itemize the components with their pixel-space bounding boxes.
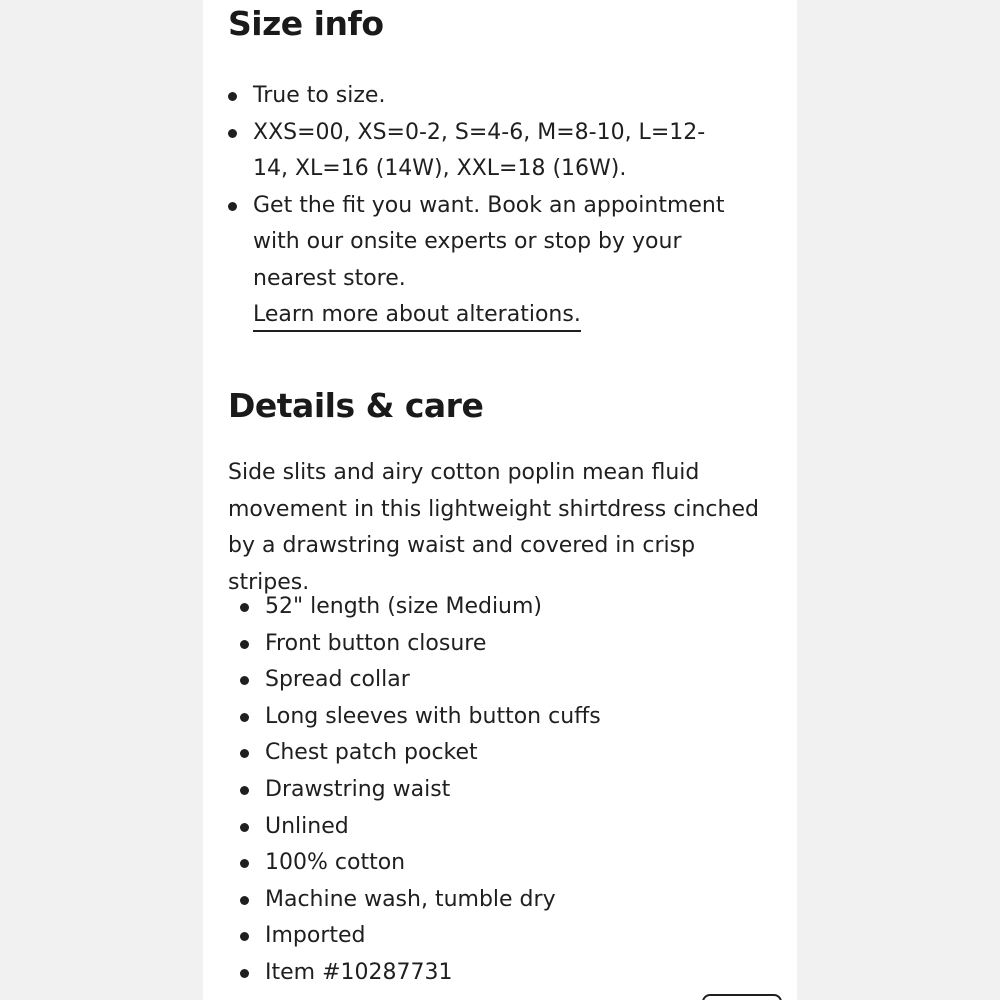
product-details-panel (203, 0, 797, 1000)
size-info-list (228, 78, 773, 334)
detail-text: 100% cotton (265, 850, 406, 876)
size-info-text: True to size. (253, 83, 386, 108)
detail-text: Unlined (265, 813, 349, 839)
detail-text: Drawstring waist (265, 776, 451, 802)
detail-item (240, 955, 760, 992)
bullet-icon (240, 896, 249, 905)
bullet-icon (240, 859, 249, 868)
alterations-link[interactable]: Learn more about alterations. (253, 300, 581, 332)
details-list (240, 589, 760, 992)
bullet-icon (240, 932, 249, 941)
detail-text: 52" length (size Medium) (265, 594, 543, 619)
detail-item (240, 882, 760, 919)
detail-item (240, 809, 760, 846)
bullet-icon (228, 92, 237, 101)
bullet-icon (240, 749, 249, 758)
details-care-heading: Details & care (228, 386, 484, 425)
detail-text: Spread collar (265, 667, 410, 693)
detail-item (240, 918, 760, 955)
detail-item (240, 845, 760, 882)
bullet-icon (240, 676, 249, 685)
bottom-floating-button[interactable] (702, 994, 782, 1000)
size-info-heading: Size info (228, 4, 384, 43)
size-info-item (228, 188, 748, 334)
bullet-icon (240, 786, 249, 795)
detail-text: Long sleeves with button cuffs (265, 703, 601, 729)
detail-text: Front button closure (265, 630, 487, 656)
detail-text: Chest patch pocket (265, 740, 478, 766)
detail-item (240, 662, 760, 699)
size-info-item (228, 78, 773, 115)
size-info-item (228, 115, 723, 188)
size-info-text: XXS=00, XS=0-2, S=4-6, M=8-10, L=12-14, XL=16 (14W), XXL=18 (16W). (253, 119, 706, 181)
detail-text: Item #10287731 (265, 959, 453, 985)
bullet-icon (228, 129, 237, 138)
size-info-text: Get the fit you want. Book an appointment with our onsite experts or stop by your nearest store. (253, 192, 725, 291)
detail-item (240, 626, 760, 663)
blurred-background-left (0, 0, 203, 1000)
detail-item (240, 735, 760, 772)
bullet-icon (240, 823, 249, 832)
bullet-icon (240, 969, 249, 978)
blurred-background-right (797, 0, 1000, 1000)
detail-item (240, 589, 760, 626)
detail-item (240, 772, 760, 809)
detail-item (240, 699, 760, 736)
bullet-icon (240, 713, 249, 722)
bullet-icon (228, 202, 237, 211)
bullet-icon (240, 603, 249, 612)
bullet-icon (240, 640, 249, 649)
detail-text: Machine wash, tumble dry (265, 886, 556, 912)
detail-text: Imported (265, 923, 366, 949)
product-description: Side slits and airy cotton poplin mean fluid movement in this lightweight shirtdress cinched by a drawstring waist and covered in crisp stripes. (228, 460, 759, 596)
